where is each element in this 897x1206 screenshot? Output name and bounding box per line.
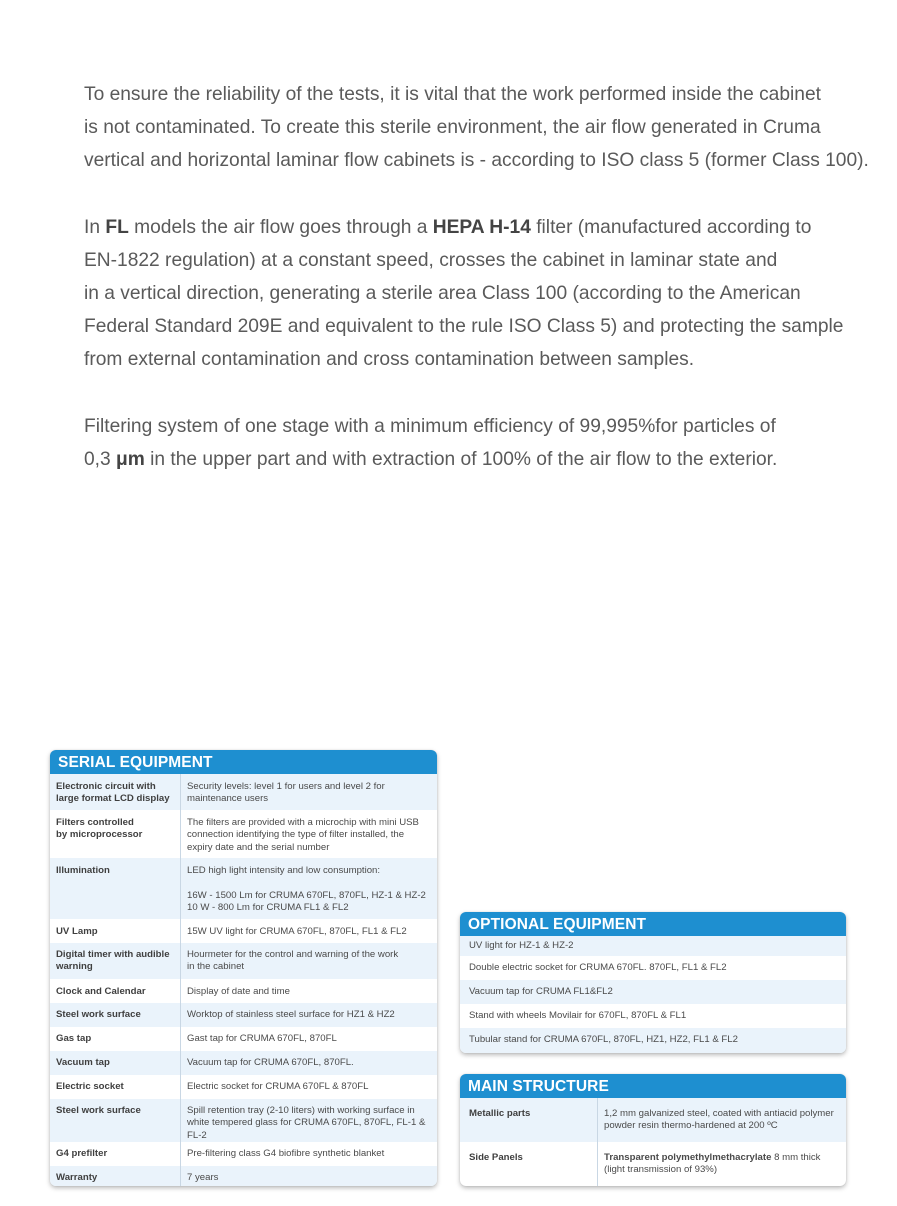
row-key: Electric socket (50, 1075, 181, 1099)
table-row (460, 1004, 846, 1028)
table-row (50, 919, 437, 943)
table-row (50, 1142, 437, 1166)
table-row (50, 1027, 437, 1051)
row-key: Illumination (50, 858, 181, 919)
row-value: Pre-filtering class G4 biofibre synthetic blanket (187, 1147, 385, 1159)
main-structure-table (460, 1074, 846, 1186)
row-value: 1,2 mm galvanized steel, coated with antiacid polymer powder resin thermo-hardened at 200 ºC (598, 1098, 847, 1142)
row-value: Vacuum tap for CRUMA FL1&FL2 (460, 980, 846, 1004)
optional-equipment-table (460, 912, 846, 1053)
row-key: Metallic parts (460, 1098, 598, 1142)
row-value: Transparent polymethylmethacrylate 8 mm thick (light transmission of 93%) (604, 1152, 821, 1176)
row-value: Worktop of stainless steel surface for HZ1 & HZ2 (181, 1003, 438, 1027)
optional-equipment-rows (460, 936, 846, 1053)
row-value: Security levels: level 1 for users and level 2 for maintenance users (181, 774, 438, 810)
table-row (50, 1051, 437, 1075)
table-row (460, 936, 846, 956)
table-row (50, 1075, 437, 1099)
row-value: UV light for HZ-1 & HZ-2 (460, 936, 846, 956)
row-key: Steel work surface (50, 1003, 181, 1027)
table-row (460, 980, 846, 1004)
table-row (50, 943, 437, 979)
row-key: Side Panels (460, 1142, 598, 1186)
material-name-bold: Transparent polymethylmethacrylate (604, 1152, 772, 1163)
row-value: Gast tap for CRUMA 670FL, 870FL (187, 1033, 337, 1044)
intro-paragraph-3: Filtering system of one stage with a minimum efficiency of 99,995%for particles of 0,3 μm in the upper part and with extraction of 100% of the air flow to the exterior. (84, 415, 778, 470)
row-value: Display of date and time (187, 986, 290, 997)
table-row (50, 1166, 437, 1186)
main-structure-rows (460, 1098, 846, 1186)
row-value: LED high light intensity and low consumption: 16W - 1500 Lm for CRUMA 670FL, 870FL, HZ-1 & HZ-2 10 W - 800 Lm for CRUMA FL1 & FL2 (181, 858, 438, 919)
row-key: G4 prefilter (50, 1142, 181, 1166)
row-key: Filters controlled by microprocessor (50, 810, 181, 858)
row-value: Stand with wheels Movilair for 670FL, 870FL & FL1 (469, 1010, 687, 1021)
main-structure-title: MAIN STRUCTURE (460, 1074, 846, 1098)
row-key: Warranty (50, 1166, 181, 1186)
intro-text (84, 78, 874, 509)
table-row (460, 956, 846, 980)
table-row (460, 1142, 846, 1186)
serial-equipment-table (50, 750, 437, 1186)
serial-equipment-rows (50, 774, 437, 1186)
hepa-filter-bold: HEPA H-14 (432, 216, 531, 238)
row-key: UV Lamp (50, 919, 181, 943)
row-key: Clock and Calendar (50, 979, 181, 1003)
row-key: Gas tap (50, 1027, 181, 1051)
intro-paragraph-2: In FL models the air flow goes through a HEPA H-14 filter (manufactured according to EN-1822 regulation) at a constant speed, crosses the cabinet in laminar state and in a vertical direction, generating a sterile area Class 100 (according to the American Federal Standard 209E and equivalent to the rule ISO Class 5) and protecting the sample from external contamination and cross contamination between samples. (84, 216, 844, 371)
row-value: Vacuum tap for CRUMA 670FL, 870FL. (181, 1051, 438, 1075)
table-row (50, 810, 437, 858)
row-key: Steel work surface (50, 1099, 181, 1142)
table-row (50, 858, 437, 919)
table-row (50, 774, 437, 810)
intro-paragraph-1: To ensure the reliability of the tests, it is vital that the work performed inside the cabinet is not contaminated. To create this sterile environment, the air flow generated in Cruma vertical and horizontal laminar flow cabinets is - according to ISO class 5 (former Class 100). (84, 84, 869, 172)
row-value: Electric socket for CRUMA 670FL & 870FL (187, 1081, 369, 1092)
row-value: Tubular stand for CRUMA 670FL, 870FL, HZ1, HZ2, FL1 & FL2 (460, 1028, 846, 1053)
serial-equipment-title: SERIAL EQUIPMENT (50, 750, 437, 774)
row-key: Digital timer with audible warning (50, 943, 181, 979)
row-value: 15W UV light for CRUMA 670FL, 870FL, FL1 & FL2 (187, 926, 407, 937)
micron-unit-bold: μm (116, 448, 145, 470)
row-value: 7 years (181, 1166, 438, 1186)
row-value: Hourmeter for the control and warning of the work in the cabinet (181, 943, 438, 979)
row-key: Vacuum tap (50, 1051, 181, 1075)
row-value: The filters are provided with a microchip with mini USB connection identifying the type of filter installed, the expiry date and the serial number (187, 817, 419, 853)
table-row (50, 1099, 437, 1142)
optional-equipment-title: OPTIONAL EQUIPMENT (460, 912, 846, 936)
table-row (460, 1098, 846, 1142)
table-row (50, 1003, 437, 1027)
row-value: Double electric socket for CRUMA 670FL. 870FL, FL1 & FL2 (469, 962, 727, 973)
table-row (460, 1028, 846, 1053)
row-key: Electronic circuit with large format LCD display (50, 774, 181, 810)
table-row (50, 979, 437, 1003)
row-value: Spill retention tray (2-10 liters) with working surface in white tempered glass for CRUMA 670FL, 870FL, FL-1 & FL-2 (181, 1099, 438, 1142)
fl-models-bold: FL (105, 216, 129, 238)
